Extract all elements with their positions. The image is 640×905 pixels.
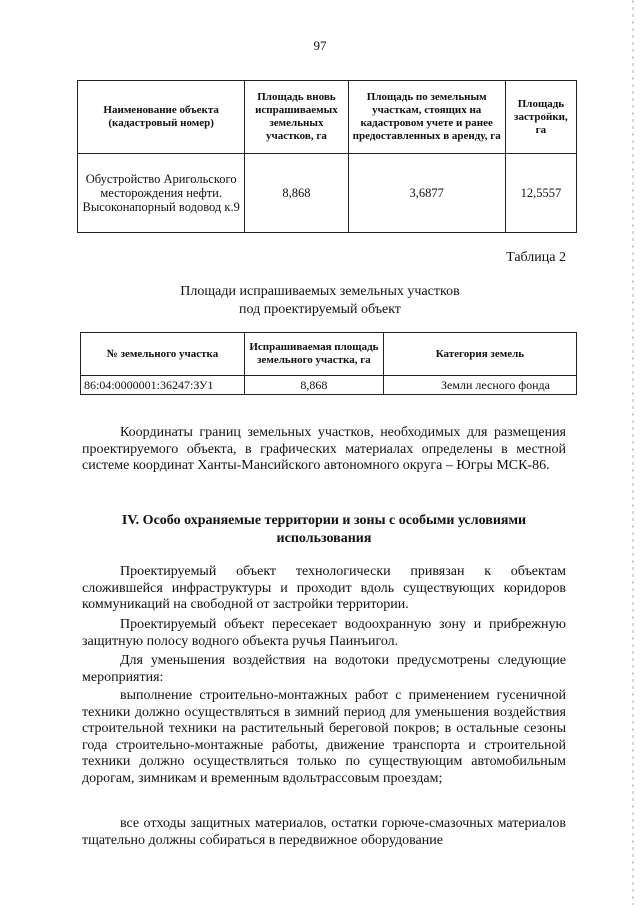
table-caption: Таблица 2 [506,250,566,265]
table-row [78,154,577,233]
cell-land-category: Земли лесного фонда [383,376,576,395]
cell-object-name: Обустройство Аригольского месторождения нефти. Высоконапорный водовод к.9 [78,154,245,233]
land-area-table [77,80,577,233]
table2-heading [0,283,640,319]
cell-plot-number: 86:04:0000001:36247:ЗУ1 [81,376,245,395]
page-number: 97 [313,38,327,53]
table2-heading-line2: под проектируемый объект [239,302,401,317]
paragraph: Проектируемый объект технологически привязан к объектам сложившейся инфраструктуры и проходит вдоль существующих коридоров коммуникаций на свободной от застройки территории. [82,564,566,612]
paragraph: Проектируемый объект пересекает водоохранную зону и прибрежную защитную полосу водного объекта ручья Паинъигол. [82,617,566,649]
paragraph: выполнение строительно-монтажных работ с применением гусеничной техники должно осуществляться в зимний период для уменьшения воздействия строительной техники на растительный береговой покров; в остальные сезоны года строительно-монтажные работы, движение транспорта и строительной техники должно осуществляться только по существующим автомобильным дорогам, зимникам и временным вдольтрассовым проездам; [82,688,566,786]
header-registered-area: Площадь по земельным участкам, стоящих на кадастровом учете и ранее предоставленных в аренду, га [348,81,505,154]
cell-requested-area: 8,868 [244,376,383,395]
section-heading: IV. Особо охраняемые территории и зоны с особыми условиями использования [121,513,527,546]
header-built-area: Площадь застройки, га [505,81,576,154]
table-header-row [78,81,577,154]
plot-table [80,332,577,395]
table2-heading-line1: Площади испрашиваемых земельных участков [180,284,460,299]
header-requested-area: Испрашиваемая площадь земельного участка, га [244,333,383,376]
table-header-row [81,333,577,376]
paragraph: все отходы защитных материалов, остатки горюче-смазочных материалов тщательно должны собираться в передвижное оборудование [82,816,566,848]
header-object-name: Наименование объекта (кадастровый номер) [78,81,245,154]
cell-new-area: 8,868 [245,154,348,233]
header-land-category: Категория земель [383,333,576,376]
cell-registered-area: 3,6877 [348,154,505,233]
paragraph-coordinates: Координаты границ земельных участков, необходимых для размещения проектируемого объекта, в графических материалах определены в местной системе координат Ханты-Мансийского автономного округа – Югры МСК-86. [82,425,566,473]
header-new-area: Площадь вновь испрашиваемых земельных участков, га [245,81,348,154]
cell-built-area: 12,5557 [505,154,576,233]
paragraph: Для уменьшения воздействия на водотоки предусмотрены следующие мероприятия: [82,653,566,685]
table-row [81,376,577,395]
header-plot-number: № земельного участка [81,333,245,376]
scan-edge [632,0,634,905]
